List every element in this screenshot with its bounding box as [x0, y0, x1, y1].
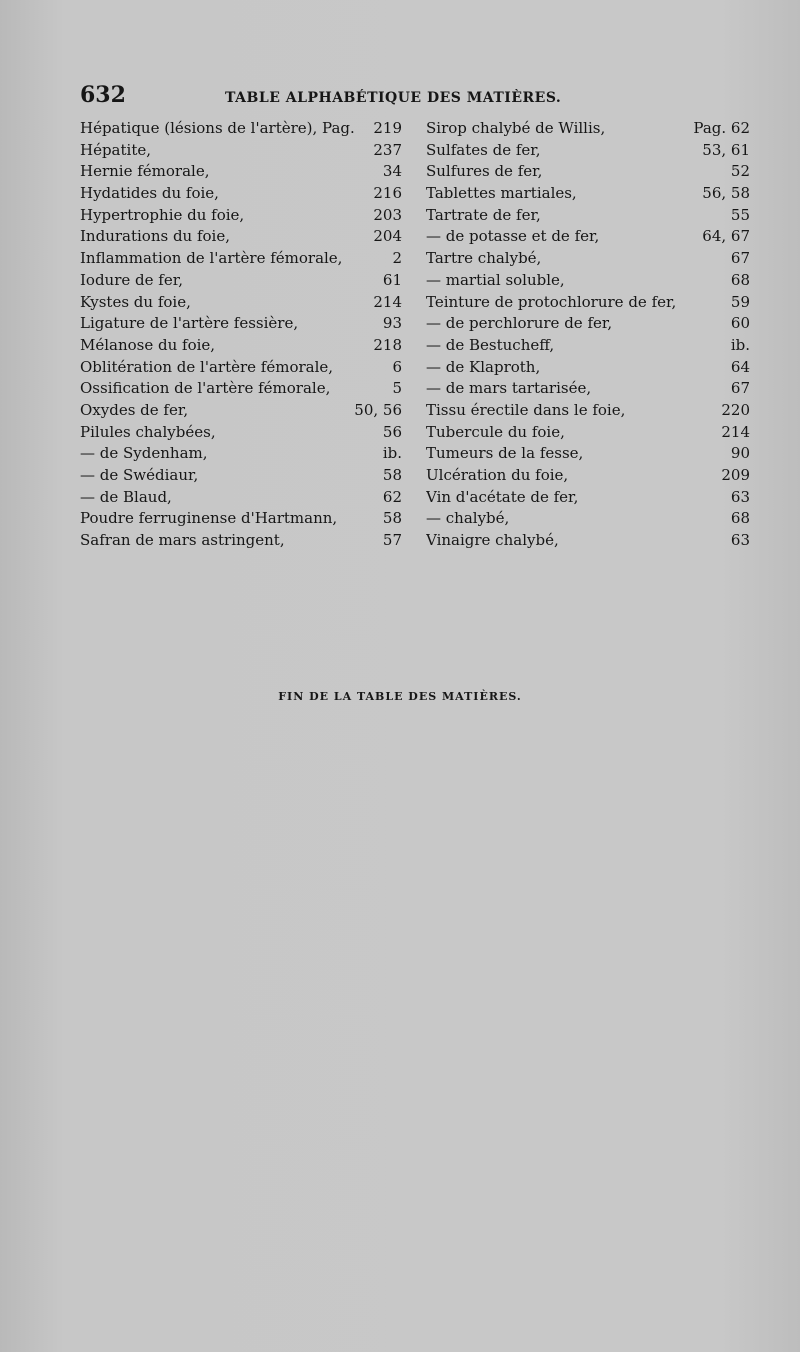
index-entry-term: Sirop chalybé de Willis, — [426, 119, 606, 137]
index-entry-term: Tartrate de fer, — [426, 205, 541, 224]
index-entry-term: Tartre chalybé, — [426, 249, 542, 268]
index-entry-page: 2 — [392, 249, 402, 268]
index-entry-page: 56, 58 — [702, 184, 750, 203]
index-entry — [426, 357, 750, 379]
index-entry-term: Teinture de protochlorure de fer, — [426, 292, 677, 311]
index-entry — [80, 313, 402, 335]
index-entry-page: 53, 61 — [702, 140, 750, 159]
index-entry-term: — de Klaproth, — [426, 357, 541, 376]
index-entry — [426, 248, 750, 270]
index-entry-page: 60 — [730, 314, 750, 333]
index-entry-term: — de potasse et de fer, — [426, 227, 600, 246]
index-entry — [80, 270, 402, 292]
index-entry-term: — de Blaud, — [80, 487, 172, 506]
index-entry-term: — martial soluble, — [426, 270, 565, 289]
index-entry — [426, 226, 750, 248]
index-entry — [426, 378, 750, 400]
index-entry — [426, 487, 750, 509]
page-header — [80, 82, 750, 110]
index-entry-page: 59 — [730, 292, 750, 311]
index-entry-term: Poudre ferruginense d'Hartmann, — [80, 509, 338, 528]
index-column-left — [80, 118, 402, 552]
index-entry-term: Hernie fémorale, — [80, 162, 210, 181]
index-entry-page: 237 — [373, 140, 402, 159]
index-entry-page: 57 — [382, 531, 402, 550]
page-number: 632 — [80, 82, 126, 108]
index-entry — [80, 118, 402, 140]
index-entry-page: 61 — [382, 270, 402, 289]
index-entry-page: 209 — [721, 466, 750, 484]
index-entry-term: Oblitération de l'artère fémorale, — [80, 357, 334, 376]
index-entry-term: Tissu érectile dans le foie, — [426, 400, 626, 419]
index-entry — [80, 378, 402, 400]
index-entry-term: Mélanose du foie, — [80, 335, 216, 354]
index-entry-term: Tubercule du foie, — [426, 422, 565, 441]
index-entry — [80, 226, 402, 248]
index-entry — [80, 443, 402, 465]
index-entry-term: — chalybé, — [426, 509, 510, 528]
index-entry — [80, 248, 402, 270]
index-entry-page: 6 — [392, 357, 402, 376]
index-entry-page: 34 — [382, 162, 402, 181]
index-entry-page: 93 — [382, 314, 402, 333]
index-entry — [426, 292, 750, 314]
index-entry-term: Ulcération du foie, — [426, 466, 569, 484]
index-entry — [426, 161, 750, 183]
index-entry-page: 218 — [373, 335, 402, 354]
index-entry-term: Pilules chalybées, — [80, 422, 216, 441]
index-entry — [80, 508, 402, 530]
index-entry — [80, 292, 402, 314]
index-entry-term: Hydatides du foie, — [80, 184, 219, 203]
index-entry-page: 90 — [730, 444, 750, 463]
index-entry — [80, 140, 402, 162]
index-entry — [80, 335, 402, 357]
index-entry-page: 62 — [382, 487, 402, 506]
index-entry-page: 220 — [721, 400, 750, 419]
index-entry — [426, 183, 750, 205]
index-entry-term: Vinaigre chalybé, — [426, 531, 559, 550]
index-entry-page: 56 — [382, 422, 402, 441]
index-entry — [80, 400, 402, 422]
index-entry-page: 64, 67 — [702, 227, 750, 246]
index-entry — [426, 313, 750, 335]
index-entry-term: Ossification de l'artère fémorale, — [80, 379, 331, 398]
index-columns — [80, 118, 750, 548]
index-entry-page: 63 — [730, 487, 750, 506]
index-entry-term: — de perchlorure de fer, — [426, 314, 613, 333]
index-entry-page: ib. — [730, 335, 750, 354]
index-entry-page: 64 — [730, 357, 750, 376]
index-entry — [80, 183, 402, 205]
index-entry-term: Oxydes de fer, — [80, 400, 189, 419]
index-entry — [80, 465, 402, 487]
index-entry-term: Kystes du foie, — [80, 292, 191, 311]
index-entry-page: 219 — [373, 119, 402, 137]
index-entry — [80, 530, 402, 552]
index-entry — [426, 400, 750, 422]
index-entry-term: Hépatite, — [80, 140, 152, 159]
index-entry-term: — de Sydenham, — [80, 444, 208, 463]
index-entry-term: Iodure de fer, — [80, 270, 184, 289]
index-entry-page: ib. — [382, 444, 402, 463]
index-entry — [426, 508, 750, 530]
index-entry-page: Pag. 62 — [693, 119, 750, 137]
index-entry-page: 216 — [373, 184, 402, 203]
index-entry-term: Safran de mars astringent, — [80, 531, 285, 550]
index-entry — [80, 487, 402, 509]
index-entry — [80, 357, 402, 379]
index-entry-term: Tumeurs de la fesse, — [426, 444, 584, 463]
index-entry-term: Ligature de l'artère fessière, — [80, 314, 299, 333]
index-entry-page: 204 — [373, 227, 402, 246]
index-entry-term: Hypertrophie du foie, — [80, 205, 245, 224]
index-entry-page: 55 — [730, 205, 750, 224]
index-entry — [426, 422, 750, 444]
index-entry — [426, 443, 750, 465]
index-entry-page: 67 — [730, 249, 750, 268]
index-entry-term: — de Bestucheff, — [426, 335, 555, 354]
index-entry — [426, 335, 750, 357]
index-entry-page: 203 — [373, 205, 402, 224]
index-entry-term: — de mars tartarisée, — [426, 379, 592, 398]
index-entry-page: 68 — [730, 509, 750, 528]
index-entry — [426, 465, 750, 487]
index-entry — [80, 161, 402, 183]
index-entry-term: Vin d'acétate de fer, — [426, 487, 579, 506]
end-of-table-note: FIN DE LA TABLE DES MATIÈRES. — [278, 690, 522, 703]
index-entry — [80, 205, 402, 227]
index-entry-page: 5 — [392, 379, 402, 398]
index-entry-term: Tablettes martiales, — [426, 184, 577, 203]
index-entry-term: Sulfures de fer, — [426, 162, 543, 181]
index-entry — [426, 118, 750, 140]
index-column-right — [426, 118, 750, 552]
index-entry-page: 52 — [730, 162, 750, 181]
index-entry-page: 58 — [382, 509, 402, 528]
index-entry-term: Inflammation de l'artère fémorale, — [80, 249, 343, 268]
index-entry-page: 58 — [382, 466, 402, 484]
index-entry — [80, 422, 402, 444]
index-entry — [426, 530, 750, 552]
running-title: TABLE ALPHABÉTIQUE DES MATIÈRES. — [225, 90, 562, 106]
index-entry-page: 50, 56 — [354, 400, 402, 419]
index-entry-page: 67 — [730, 379, 750, 398]
index-entry-term: Indurations du foie, — [80, 227, 230, 246]
index-entry-page: 214 — [721, 422, 750, 441]
index-entry — [426, 140, 750, 162]
index-entry-term: Hépatique (lésions de l'artère), Pag. — [80, 119, 355, 137]
index-entry-term: Sulfates de fer, — [426, 140, 541, 159]
index-entry-page: 63 — [730, 531, 750, 550]
index-entry-page: 214 — [373, 292, 402, 311]
index-entry-page: 68 — [730, 270, 750, 289]
index-entry — [426, 270, 750, 292]
index-entry — [426, 205, 750, 227]
index-entry-term: — de Swédiaur, — [80, 466, 199, 484]
